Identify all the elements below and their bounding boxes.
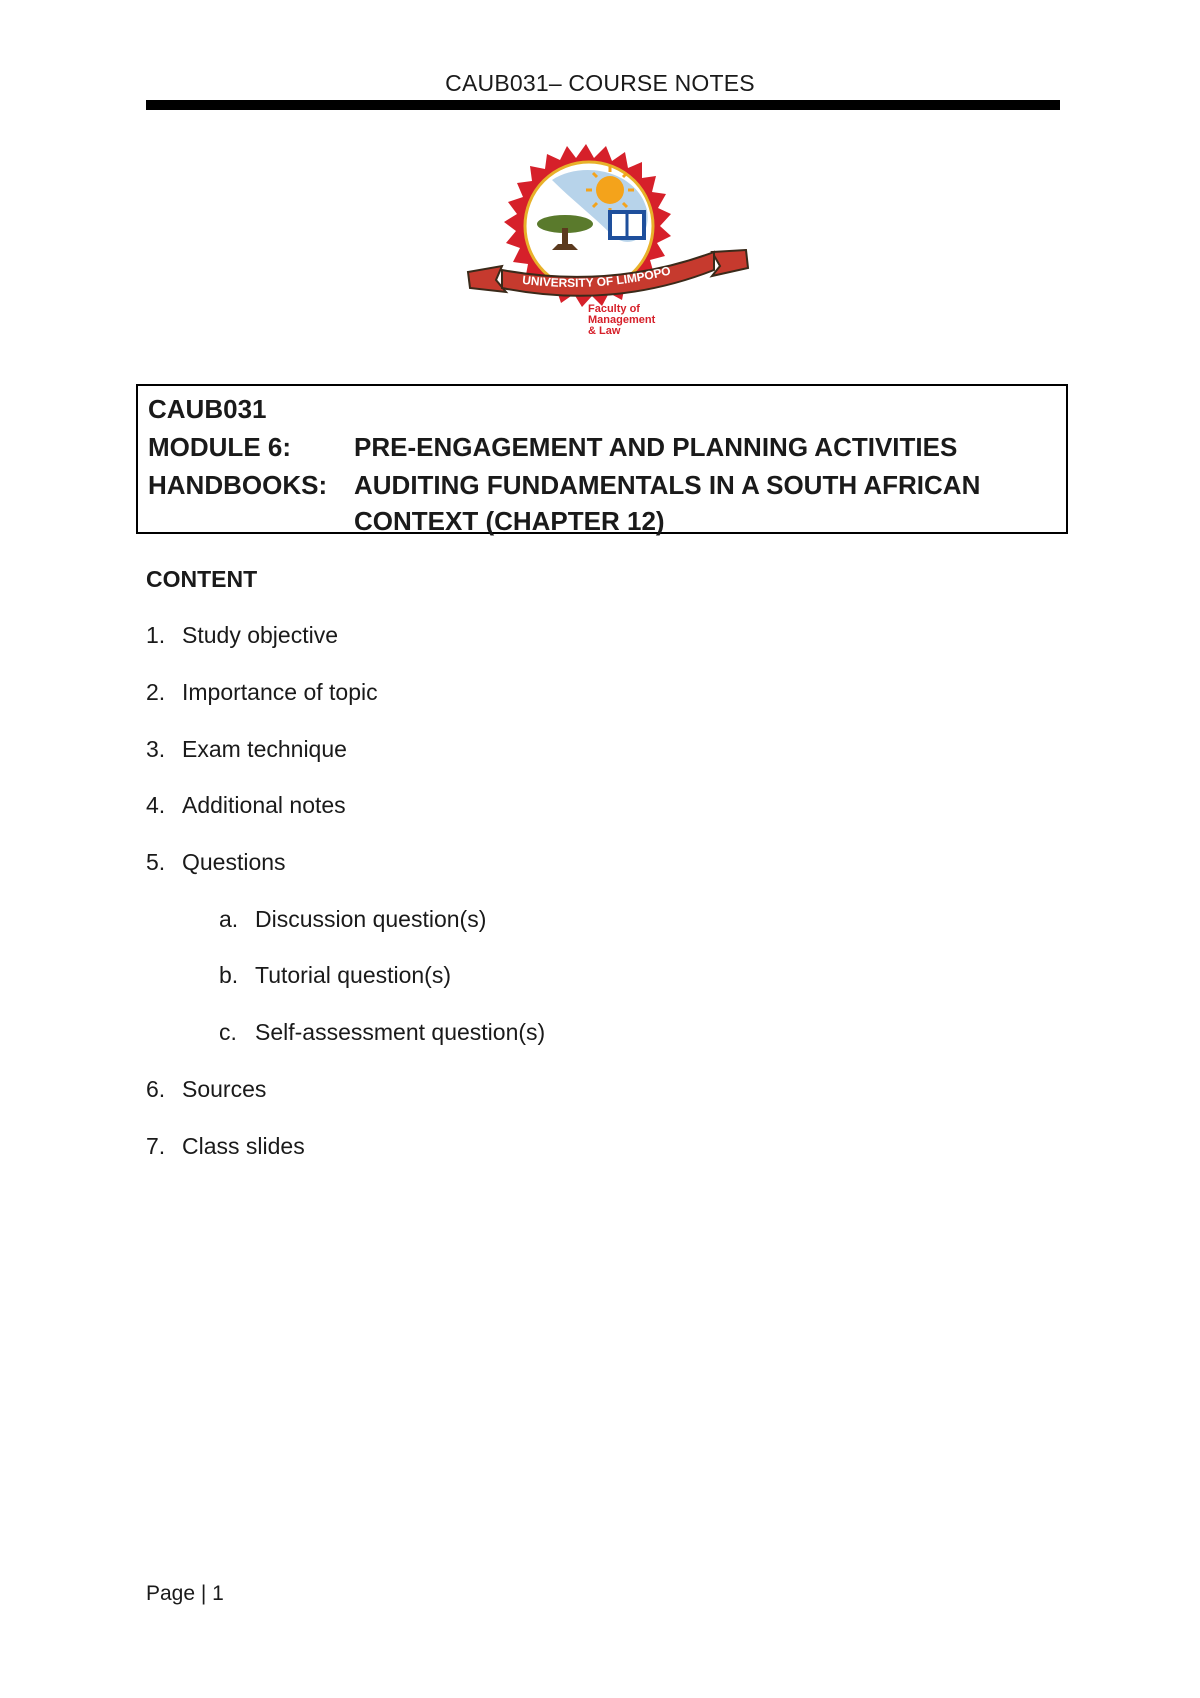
running-header: CAUB031– COURSE NOTES xyxy=(445,70,755,96)
handbooks-label: HANDBOOKS: xyxy=(148,470,328,500)
university-logo xyxy=(462,140,752,350)
module-label: MODULE 6: xyxy=(148,432,291,462)
handbooks-value-line-2: CONTEXT (CHAPTER 12) xyxy=(354,506,665,536)
list-item: 2. Importance of topic xyxy=(146,679,378,705)
list-item: 4. Additional notes xyxy=(146,792,346,818)
faculty-line-3: & Law xyxy=(588,325,621,337)
handbooks-value-line-1: AUDITING FUNDAMENTALS IN A SOUTH AFRICAN xyxy=(354,470,981,500)
module-info-box xyxy=(136,384,1068,534)
header-rule xyxy=(146,100,1060,110)
content-heading: CONTENT xyxy=(146,566,258,592)
faculty-line-1: Faculty of xyxy=(588,303,640,315)
faculty-line-2: Management xyxy=(588,314,656,326)
module-value: PRE-ENGAGEMENT AND PLANNING ACTIVITIES xyxy=(354,432,958,462)
list-item: a. Discussion question(s) xyxy=(219,906,487,932)
list-item: 5. Questions xyxy=(146,849,286,875)
list-item: 3. Exam technique xyxy=(146,736,347,762)
page-number: Page | 1 xyxy=(146,1582,224,1605)
list-item: 7. Class slides xyxy=(146,1133,305,1159)
course-code: CAUB031 xyxy=(148,394,267,424)
ribbon-text: UNIVERSITY OF LIMPOPO xyxy=(521,263,673,290)
list-item: 6. Sources xyxy=(146,1076,267,1102)
book-icon xyxy=(610,212,644,238)
list-item: b. Tutorial question(s) xyxy=(219,962,452,988)
list-item: c. Self-assessment question(s) xyxy=(219,1019,546,1045)
list-item: 1. Study objective xyxy=(146,622,338,648)
